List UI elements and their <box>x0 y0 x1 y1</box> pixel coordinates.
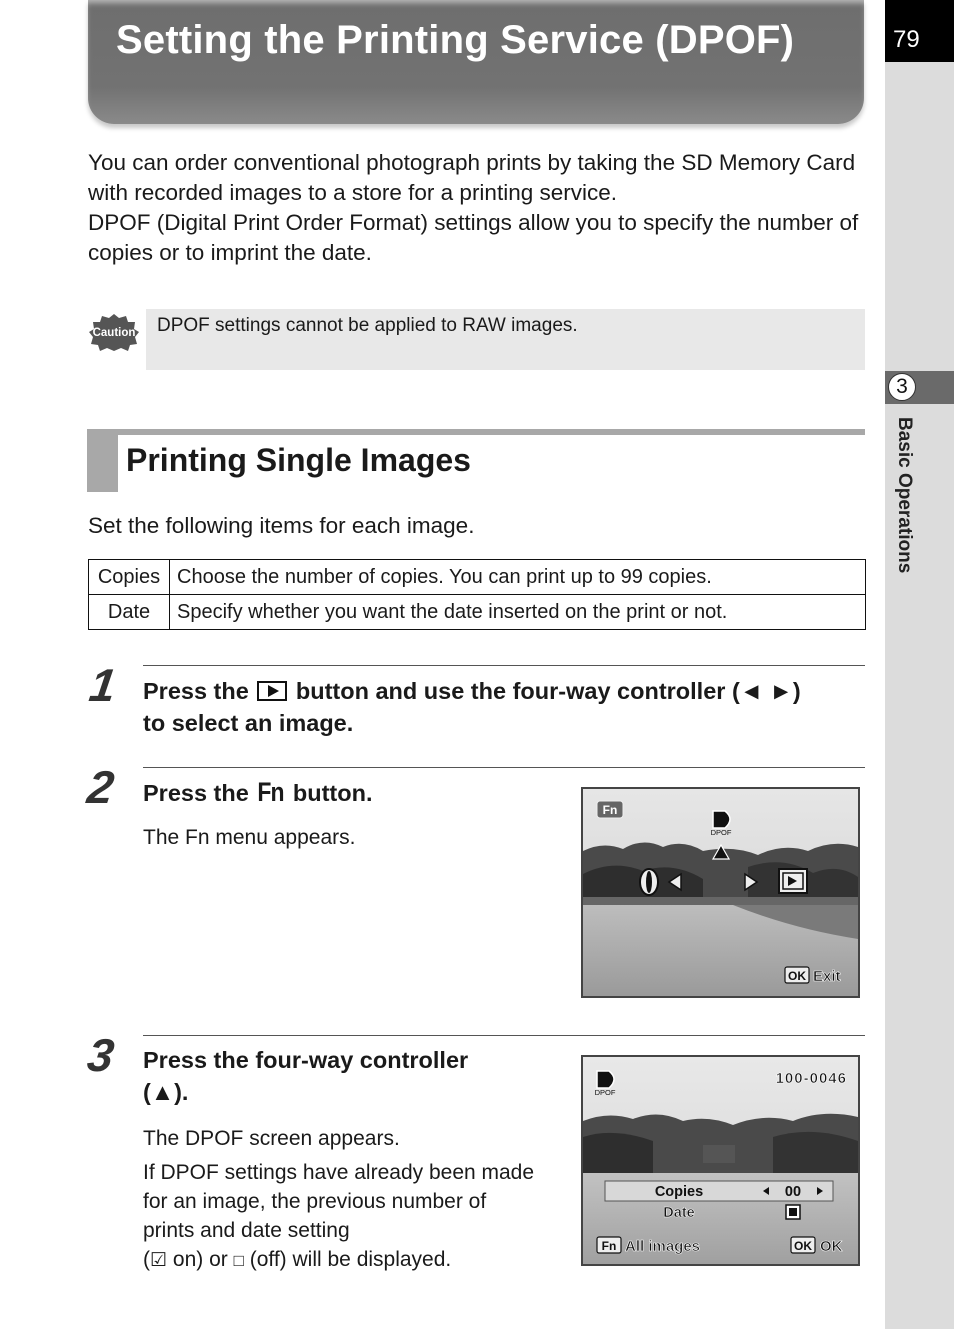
step-3-head-text: (▲). <box>143 1079 189 1105</box>
paren-text: ) or <box>196 1248 228 1271</box>
step-3-heading <box>143 1044 468 1108</box>
step-rule <box>143 665 865 666</box>
chapter-number: 3 <box>888 373 916 401</box>
intro-paragraph: You can order conventional photograph prints by taking the SD Memory Card with recorded images to a store for a printing service. <box>88 150 856 205</box>
ok-label: OK <box>820 1238 843 1255</box>
playback-button-icon <box>257 681 287 701</box>
page-title: Setting the Printing Service (DPOF) <box>116 18 795 62</box>
caution-icon-label: Caution <box>92 327 136 339</box>
ok-badge: OK <box>794 1239 812 1253</box>
step-3-body-text: If DPOF settings have already been made for an image, the previous number of prints and date setting <box>143 1161 535 1242</box>
fn-menu-screen <box>581 787 860 998</box>
chapter-label: Basic Operations <box>894 417 915 574</box>
section-title: Printing Single Images <box>126 442 471 478</box>
on-text: on <box>172 1248 197 1271</box>
dpof-icon-label: DPOF <box>594 1088 616 1097</box>
step-2-head-text: Press the <box>143 780 249 806</box>
paren-text: ) will be displayed. <box>279 1248 452 1271</box>
step-rule <box>143 1035 865 1036</box>
table-key: Copies <box>89 560 170 595</box>
step-number: 2 <box>84 761 116 813</box>
dpof-icon <box>597 1071 614 1088</box>
dpof-icon <box>713 811 730 828</box>
file-number: 100-0046 <box>775 1070 847 1087</box>
section-lead: Set the following items for each image. <box>88 513 475 538</box>
table-key: Date <box>89 595 170 630</box>
exit-label: Exit <box>813 968 841 985</box>
paren-text: ( <box>143 1248 150 1271</box>
intro-paragraph: DPOF (Digital Print Order Format) settings allow you to specify the number of copies or to imprint the date. <box>88 210 859 265</box>
section-rule <box>87 429 865 435</box>
items-table <box>88 559 866 630</box>
copies-value: 00 <box>784 1184 802 1200</box>
checkbox-empty-icon: □ <box>233 1251 244 1270</box>
step-rule <box>143 767 865 768</box>
checkbox-checked-icon: ☑ <box>150 1250 168 1271</box>
copies-label: Copies <box>654 1184 704 1200</box>
fn-badge: Fn <box>602 803 618 817</box>
step-2-head-text: button. <box>292 780 373 806</box>
all-images-label: All images <box>625 1238 701 1255</box>
table-desc: Choose the number of copies. You can print up to 99 copies. <box>170 560 866 595</box>
caution-text: DPOF settings cannot be applied to RAW images. <box>157 315 578 336</box>
page-number: 79 <box>893 26 920 53</box>
step-1-head-text: Press the <box>143 678 249 704</box>
intro-text <box>88 148 868 268</box>
fn-button-label: Fn <box>257 777 285 807</box>
dpof-icon-label: DPOF <box>710 828 732 837</box>
section-marker <box>87 429 118 492</box>
step-3-body-text: The DPOF screen appears. <box>143 1127 400 1150</box>
date-label: Date <box>663 1205 695 1221</box>
step-1-head-text: button and use the four-way controller (◄ ►) <box>295 678 801 704</box>
table-desc: Specify whether you want the date inserted on the print or not. <box>170 595 866 630</box>
step-3-head-text: Press the four-way controller <box>143 1047 469 1073</box>
off-text: off <box>256 1248 280 1271</box>
step-2-body: The Fn menu appears. <box>143 826 356 849</box>
ok-badge: OK <box>788 969 806 983</box>
step-1-head-text: to select an image. <box>143 710 354 736</box>
side-strip <box>885 0 954 1329</box>
step-3-body-text: (☑ on) or □ (off) will be displayed. <box>143 1248 452 1271</box>
step-number: 3 <box>84 1029 116 1081</box>
step-3-body <box>143 1124 543 1275</box>
dpof-screen <box>581 1055 860 1266</box>
table-row <box>89 560 866 595</box>
caution-icon <box>89 313 139 351</box>
step-number: 1 <box>86 659 118 711</box>
fn-badge: Fn <box>601 1239 617 1253</box>
step-2-heading <box>143 776 372 809</box>
table-row <box>89 595 866 630</box>
step-1-heading <box>143 675 865 739</box>
